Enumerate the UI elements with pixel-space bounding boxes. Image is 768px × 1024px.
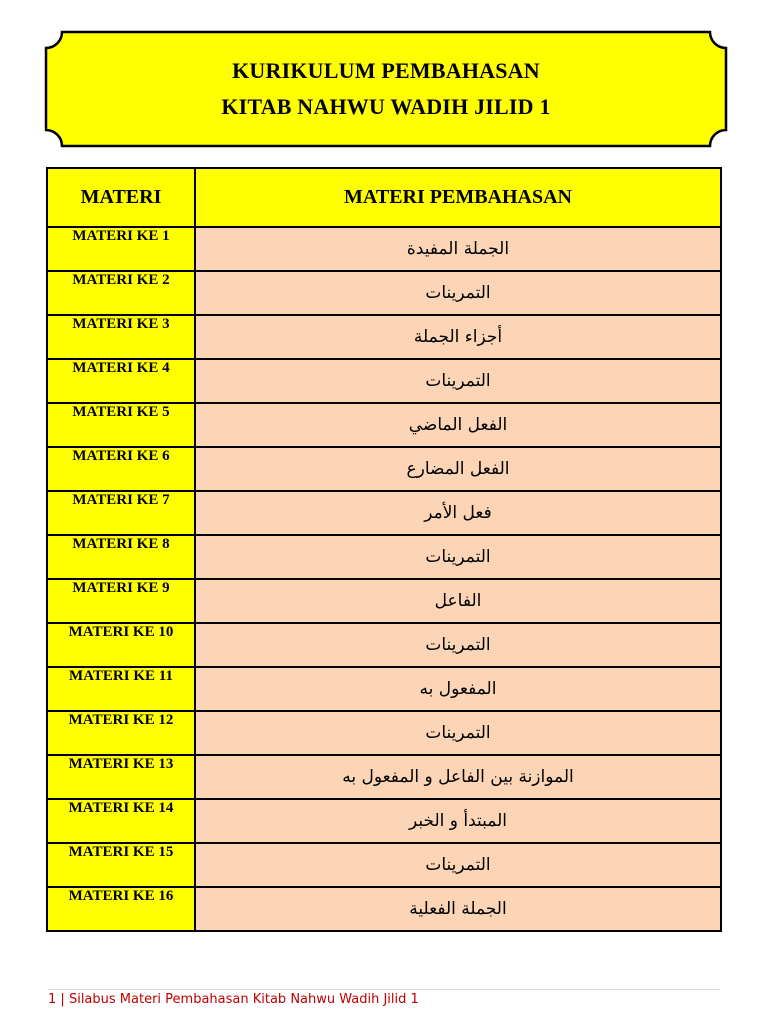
table-row — [47, 271, 721, 315]
materi-cell: MATERI KE 7 — [47, 491, 195, 535]
table-row — [47, 843, 721, 887]
page-footer — [48, 989, 720, 1007]
materi-cell: MATERI KE 6 — [47, 447, 195, 491]
table-row — [47, 887, 721, 931]
pembahasan-cell: التمرينات — [195, 843, 721, 887]
table-row — [47, 403, 721, 447]
table-row — [47, 535, 721, 579]
table-row — [47, 623, 721, 667]
pembahasan-cell: الفاعل — [195, 579, 721, 623]
materi-cell: MATERI KE 3 — [47, 315, 195, 359]
materi-cell: MATERI KE 13 — [47, 755, 195, 799]
pembahasan-cell: التمرينات — [195, 359, 721, 403]
table-row — [47, 755, 721, 799]
materi-cell: MATERI KE 11 — [47, 667, 195, 711]
materi-cell: MATERI KE 12 — [47, 711, 195, 755]
page-number: 1 — [48, 992, 57, 1007]
title-banner — [44, 30, 728, 148]
materi-cell: MATERI KE 2 — [47, 271, 195, 315]
pembahasan-cell: الفعل الماضي — [195, 403, 721, 447]
table-row — [47, 315, 721, 359]
footer-title: Silabus Materi Pembahasan Kitab Nahwu Wadih Jilid 1 — [68, 992, 419, 1007]
pembahasan-cell: التمرينات — [195, 711, 721, 755]
table-row — [47, 579, 721, 623]
materi-cell: MATERI KE 8 — [47, 535, 195, 579]
pembahasan-cell: التمرينات — [195, 271, 721, 315]
materi-cell: MATERI KE 1 — [47, 227, 195, 271]
pembahasan-cell: المبتدأ و الخبر — [195, 799, 721, 843]
table-header-row — [47, 168, 721, 227]
pembahasan-cell: التمرينات — [195, 623, 721, 667]
column-header-materi: MATERI — [47, 168, 195, 227]
table-row — [47, 359, 721, 403]
materi-cell: MATERI KE 5 — [47, 403, 195, 447]
table-row — [47, 447, 721, 491]
materi-cell: MATERI KE 14 — [47, 799, 195, 843]
table-row — [47, 491, 721, 535]
pembahasan-cell: أجزاء الجملة — [195, 315, 721, 359]
pembahasan-cell: الموازنة بين الفاعل و المفعول به — [195, 755, 721, 799]
title-line-2: KITAB NAHWU WADIH JILID 1 — [221, 94, 551, 119]
table-row — [47, 227, 721, 271]
pembahasan-cell: المفعول به — [195, 667, 721, 711]
table-row — [47, 711, 721, 755]
table-row — [47, 799, 721, 843]
materi-cell: MATERI KE 15 — [47, 843, 195, 887]
pembahasan-cell: التمرينات — [195, 535, 721, 579]
materi-cell: MATERI KE 16 — [47, 887, 195, 931]
table-row — [47, 667, 721, 711]
column-header-pembahasan: MATERI PEMBAHASAN — [195, 168, 721, 227]
materi-cell: MATERI KE 4 — [47, 359, 195, 403]
syllabus-table — [46, 167, 722, 932]
footer-separator: | — [60, 992, 65, 1007]
pembahasan-cell: الجملة المفيدة — [195, 227, 721, 271]
pembahasan-cell: الجملة الفعلية — [195, 887, 721, 931]
pembahasan-cell: الفعل المضارع — [195, 447, 721, 491]
materi-cell: MATERI KE 10 — [47, 623, 195, 667]
pembahasan-cell: فعل الأمر — [195, 491, 721, 535]
title-line-1: KURIKULUM PEMBAHASAN — [232, 58, 540, 83]
materi-cell: MATERI KE 9 — [47, 579, 195, 623]
